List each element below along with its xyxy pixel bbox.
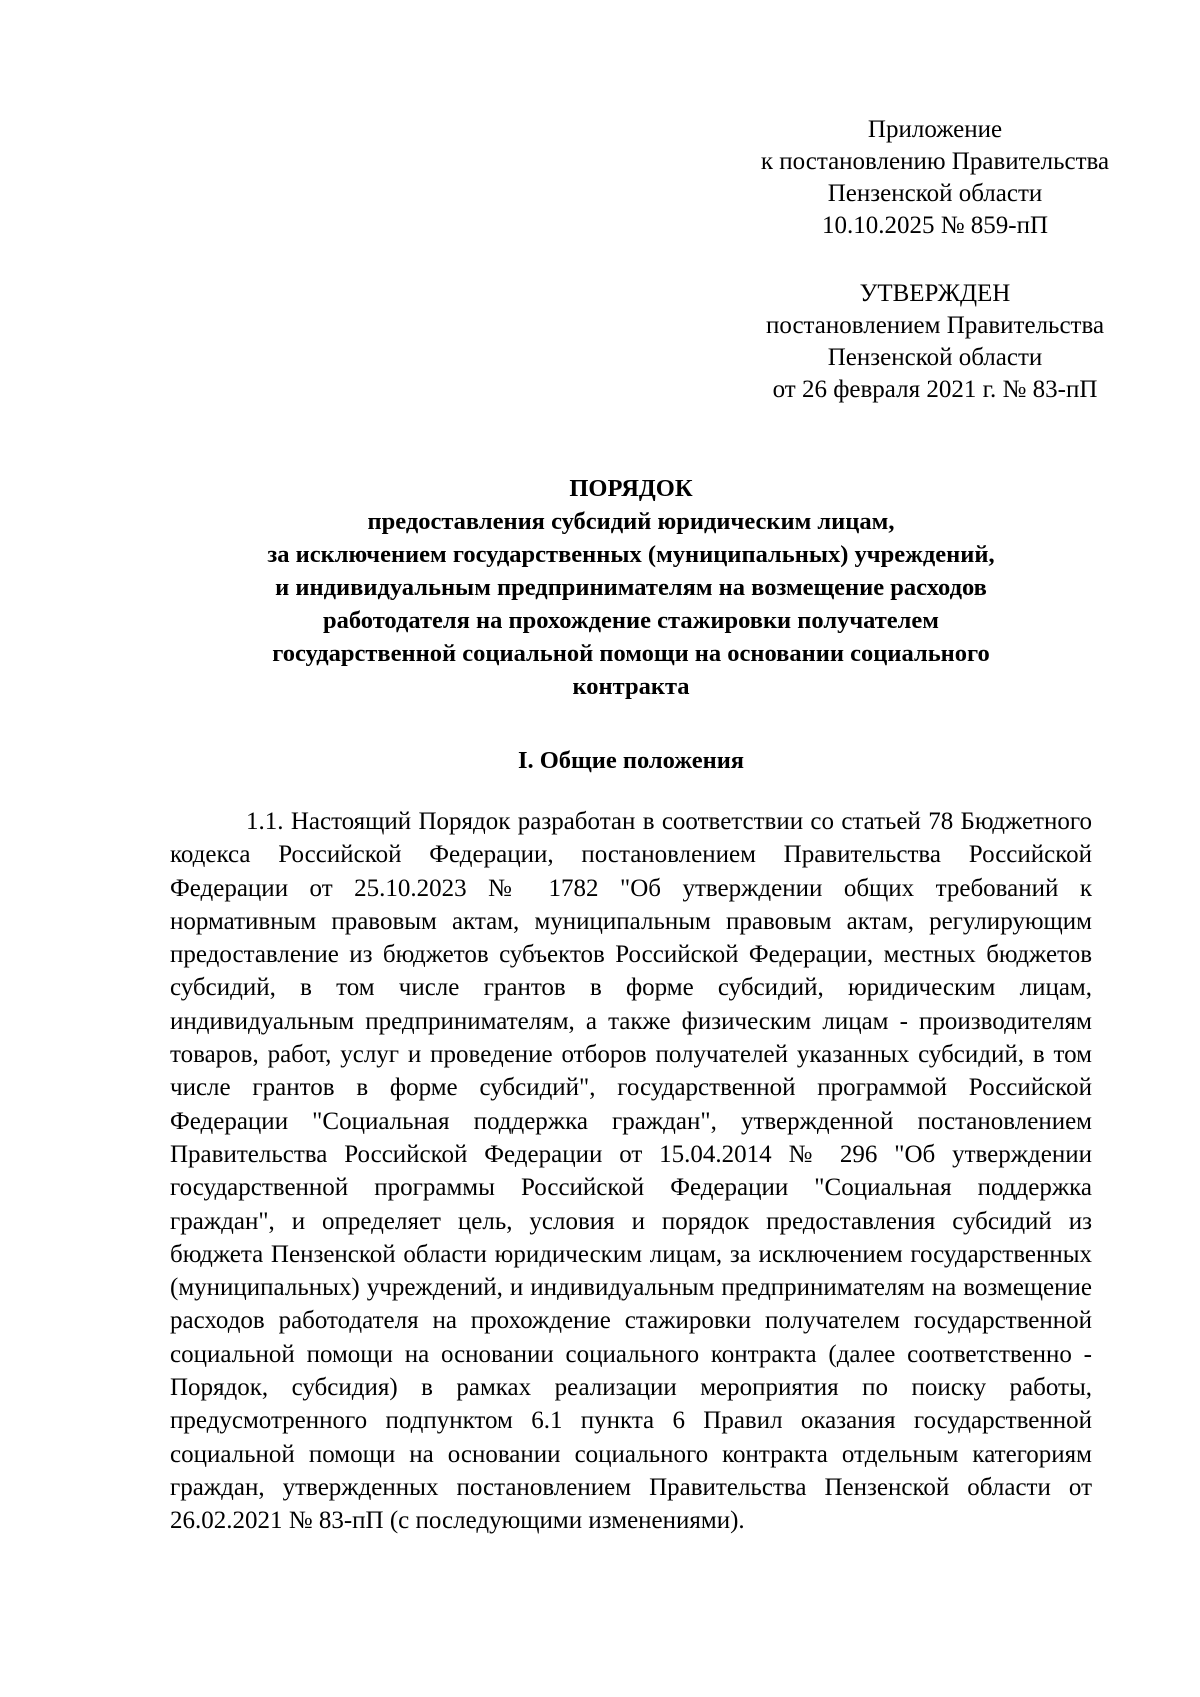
approval-block — [700, 278, 1170, 406]
document-title-line: государственной социальной помощи на основании социального — [272, 640, 990, 667]
approval-title: УТВЕРЖДЕН — [859, 280, 1011, 307]
appendix-region: Пензенской области — [827, 180, 1043, 207]
appendix-title: Приложение — [867, 116, 1003, 143]
document-title-line: за исключением государственных (муниципальных) учреждений, — [267, 541, 995, 568]
document-title-line: предоставления субсидий юридическим лицам, — [367, 508, 895, 535]
appendix-block — [700, 114, 1170, 242]
document-title-line: и индивидуальным предпринимателям на возмещение расходов — [275, 574, 987, 601]
paragraph-1-1: 1.1. Настоящий Порядок разработан в соответствии со статьей 78 Бюджетного кодекса Российской Федерации, постановлением Правительства Российской Федерации от 25.10.2023 № 1782 "Об утверждении общих требований к нормативным правовым актам, муниципальным правовым актам, регулирующим предоставление из бюджетов субъектов Российской Федерации, местных бюджетов субсидий, в том числе грантов в форме субсидий, юридическим лицам, индивидуальным предпринимателям, а также физическим лицам - производителям товаров, работ, услуг и проведение отборов получателей указанных субсидий, в том числе грантов в форме субсидий", государственной программой Российской Федерации "Социальная поддержка граждан", утвержденной постановлением Правительства Российской Федерации от 15.04.2014 № 296 "Об утверждении государственной программы Российской Федерации "Социальная поддержка граждан", и определяет цель, условия и порядок предоставления субсидий из бюджета Пензенской области юридическим лицам, за исключением государственных (муниципальных) учреждений, и индивидуальным предпринимателям на возмещение расходов работодателя на прохождение стажировки получателем государственной социальной помощи на основании социального контракта (далее соответственно - Порядок, субсидия) в рамках реализации мероприятия по поиску работы, предусмотренного подпунктом 6.1 пункта 6 Правил оказания государственной социальной помощи на основании социального контракта отдельным категориям граждан, утвержденных постановлением Правительства Пензенской области от 26.02.2021 № 83-пП (с последующими изменениями). — [170, 808, 1092, 1535]
approval-region: Пензенской области — [827, 344, 1043, 371]
approval-date-number: от 26 февраля 2021 г. № 83-пП — [772, 376, 1098, 403]
appendix-reference: к постановлению Правительства — [760, 148, 1110, 175]
document-title-heading: ПОРЯДОК — [569, 475, 693, 502]
approval-reference: постановлением Правительства — [765, 312, 1105, 339]
document-title — [170, 472, 1092, 703]
appendix-date-number: 10.10.2025 № 859-пП — [821, 212, 1049, 239]
document-title-line: контракта — [572, 673, 690, 700]
section-heading: I. Общие положения — [517, 747, 745, 774]
document-title-line: работодателя на прохождение стажировки получателем — [322, 607, 939, 634]
